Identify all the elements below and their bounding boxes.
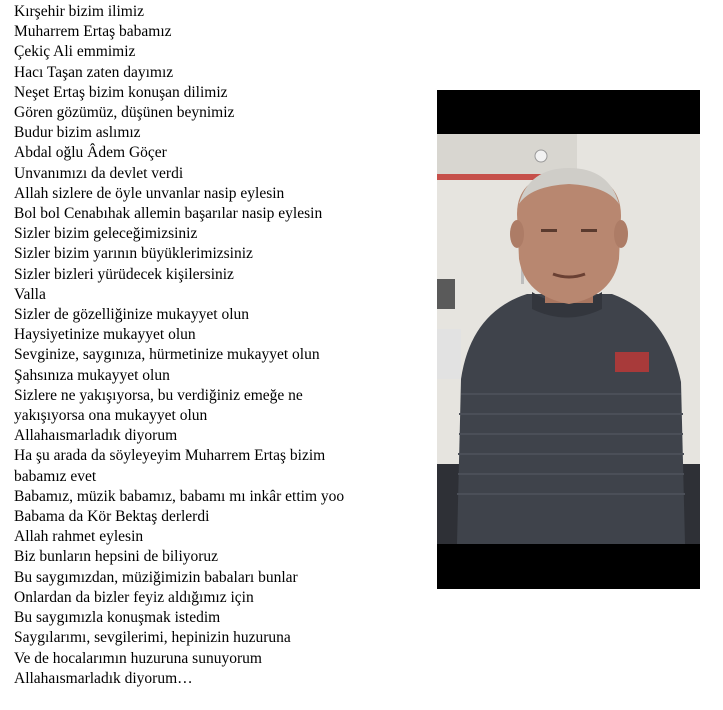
poem-line: Şahsınıza mukayyet olun <box>14 366 170 384</box>
poem-line: Biz bunların hepsini de biliyoruz <box>14 548 219 566</box>
poem-line: Babamız, müzik babamız, babamı mı inkâr ettim yoo <box>14 487 345 505</box>
panel-dial <box>535 150 547 162</box>
sweater-logo <box>615 352 649 372</box>
poem-text <box>14 2 414 689</box>
poem-line: Ve de hocalarımın huzuruna sunuyorum <box>14 649 262 667</box>
speaker-photo <box>437 134 700 544</box>
poem-line: Unvanımızı da devlet verdi <box>14 164 184 182</box>
poem-line: Sizler bizim yarının büyüklerimizsiniz <box>14 245 253 263</box>
poem-line: Babama da Kör Bektaş derlerdi <box>14 508 210 526</box>
poem-line: Onlardan da bizler feyiz aldığımız için <box>14 588 254 606</box>
poem-line: Bu saygımızla konuşmak istedim <box>14 609 221 627</box>
poem-line: Abdal oğlu Âdem Göçer <box>14 144 167 162</box>
poem-line: Bol bol Cenabıhak allemin başarılar nasip eylesin <box>14 205 323 223</box>
poem-line: babamız evet <box>14 467 97 485</box>
side-table <box>437 329 461 379</box>
poem-line: Valla <box>14 285 46 303</box>
poem-line: yakışıyorsa ona mukayyet olun <box>14 407 208 425</box>
poem-line: Muharrem Ertaş babamız <box>14 23 172 41</box>
poem-line: Sizler de gözelliğinize mukayyet olun <box>14 306 250 324</box>
poem-line: Sevginize, saygınıza, hürmetinize mukayyet olun <box>14 346 320 364</box>
left-eye <box>541 229 557 232</box>
poem-line: Allahaısmarladık diyorum… <box>14 669 193 687</box>
poem-line: Allahaısmarladık diyorum <box>14 427 178 445</box>
poem-line: Neşet Ertaş bizim konuşan dilimiz <box>14 83 228 101</box>
poem-line: Çekiç Ali emmimiz <box>14 43 136 61</box>
poem-line: Bu saygımızdan, müziğimizin babaları bunlar <box>14 568 298 586</box>
poem-line: Ha şu arada da söyleyeyim Muharrem Ertaş bizim <box>14 447 326 465</box>
poem-line: Budur bizim aslımız <box>14 124 141 142</box>
poem-line: Saygılarımı, sevgilerimi, hepinizin huzuruna <box>14 629 291 647</box>
poem-line: Sizler bizim geleceğimizsiniz <box>14 225 198 243</box>
video-frame <box>437 90 700 589</box>
poem-line: Sizlere ne yakışıyorsa, bu verdiğiniz emeğe ne <box>14 386 303 404</box>
right-eye <box>581 229 597 232</box>
poem-line: Allah rahmet eylesin <box>14 528 144 546</box>
poem-line: Allah sizlere de öyle unvanlar nasip eylesin <box>14 184 285 202</box>
poem-line: Haysiyetinize mukayyet olun <box>14 326 196 344</box>
poem-line: Kırşehir bizim ilimiz <box>14 3 145 20</box>
sweater <box>457 294 685 544</box>
kettle <box>437 279 455 309</box>
poem-line: Sizler bizleri yürüdecek kişilersiniz <box>14 265 234 283</box>
poem-line: Gören gözümüz, düşünen beynimiz <box>14 104 235 122</box>
right-ear <box>614 220 628 248</box>
left-ear <box>510 220 524 248</box>
poem-line: Hacı Taşan zaten dayımız <box>14 63 174 81</box>
